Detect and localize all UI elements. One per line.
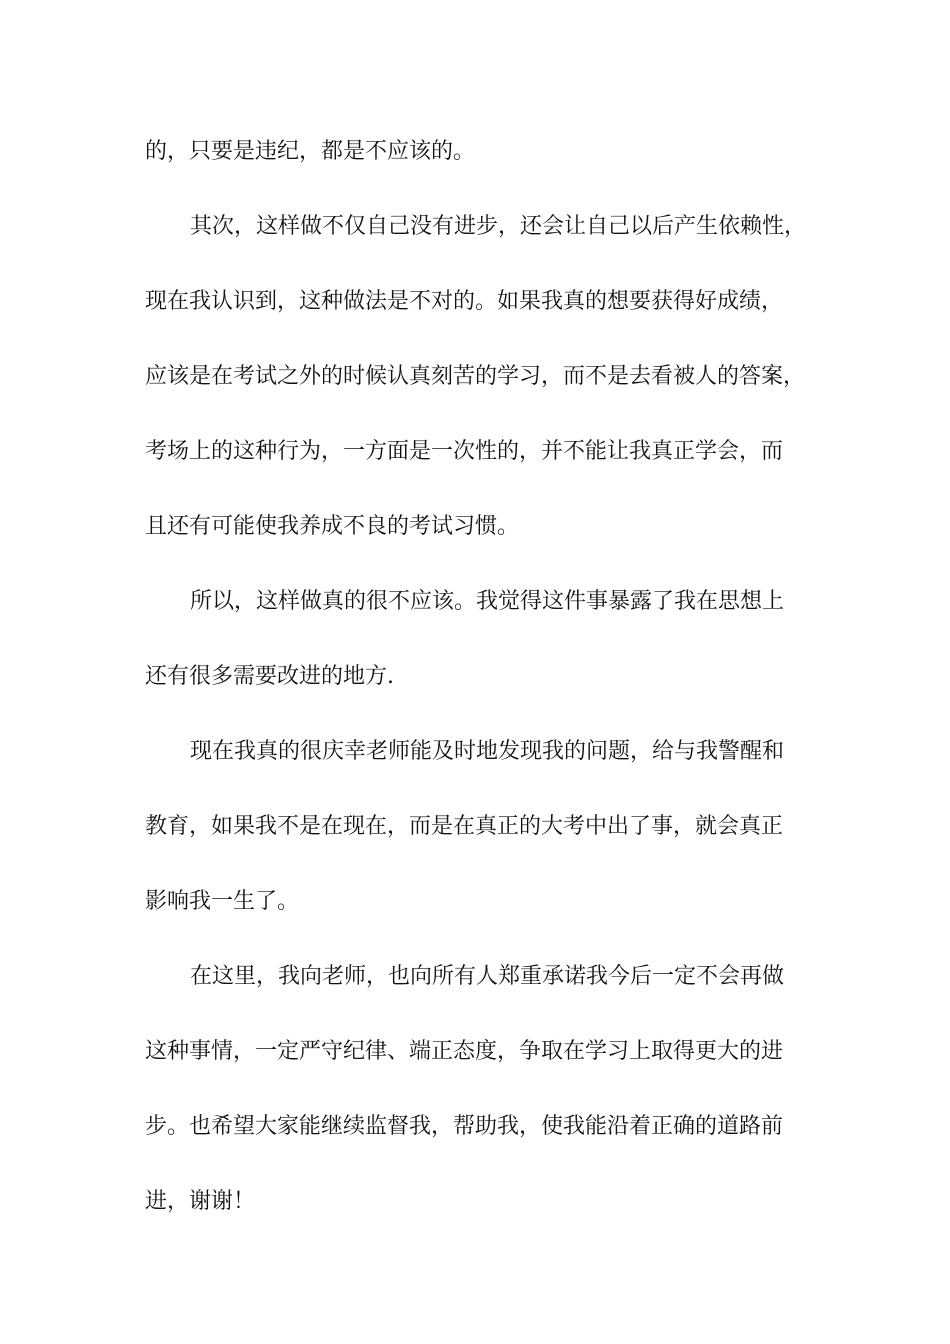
text-line: 考场上的这种行为，一方面是一次性的，并不能让我真正学会，而 [145,439,784,464]
text-line: 现在我认识到，这种做法是不对的。如果我真的想要获得好成绩， [145,289,784,314]
paragraph-start-line: 在这里，我向老师，也向所有人郑重承诺我今后一定不会再做 [190,964,785,989]
paragraph-start-line: 其次，这样做不仅自己没有进步，还会让自己以后产生依赖性， [190,214,807,239]
text-line: 步。也希望大家能继续监督我，帮助我，使我能沿着正确的道路前 [145,1114,784,1139]
paragraph-start-line: 现在我真的很庆幸老师能及时地发现我的问题，给与我警醒和 [190,739,785,764]
paragraph-start-line: 所以，这样做真的很不应该。我觉得这件事暴露了我在思想上 [190,589,785,614]
text-line: 应该是在考试之外的时候认真刻苦的学习，而不是去看被人的答案， [145,364,806,389]
text-line: 进，谢谢！ [145,1189,256,1214]
text-line: 影响我一生了。 [145,889,300,914]
text-line: 教育，如果我不是在现在，而是在真正的大考中出了事，就会真正 [145,814,784,839]
text-line: 的，只要是违纪，都是不应该的。 [145,139,476,164]
text-line: 还有很多需要改进的地方. [145,664,394,689]
text-line: 且还有可能使我养成不良的考试习惯。 [145,514,520,539]
text-line: 这种事情，一定严守纪律、端正态度，争取在学习上取得更大的进 [145,1039,784,1064]
